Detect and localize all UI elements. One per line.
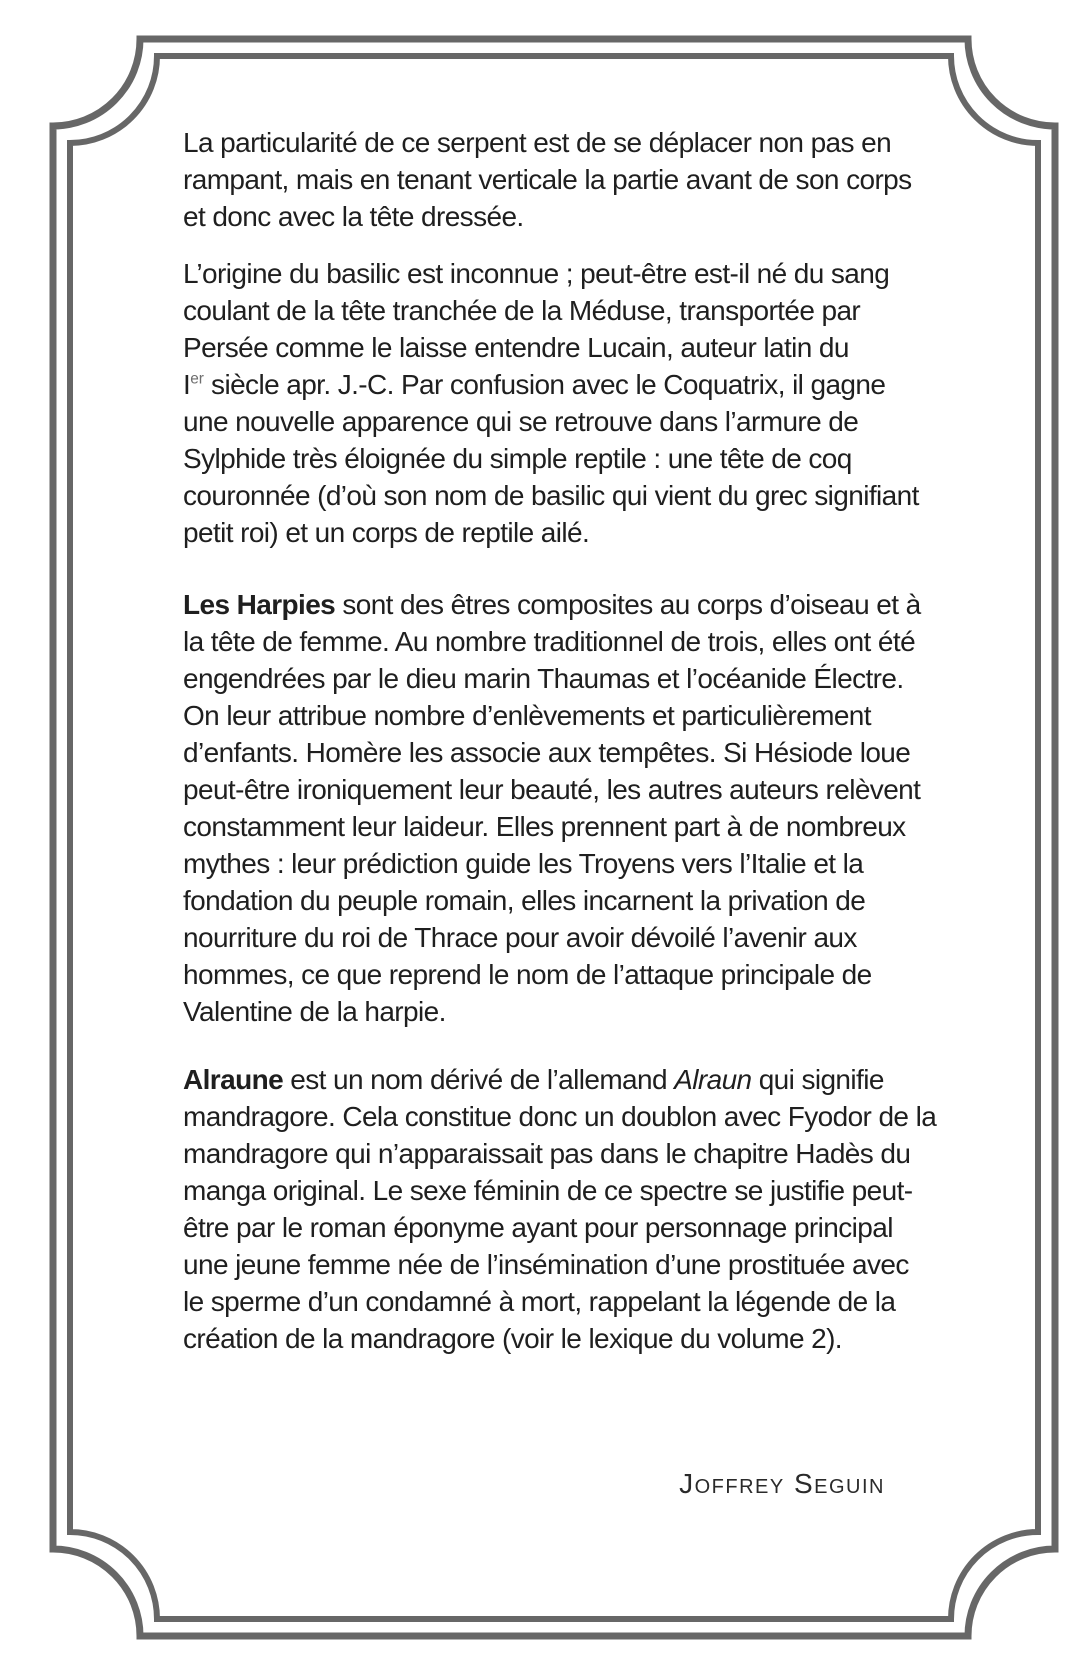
paragraph: [183, 1061, 937, 1357]
text-line: Les Harpies sont des êtres composites au corps d’oiseau et à: [183, 589, 921, 620]
text-line: la tête de femme. Au nombre traditionnel de trois, elles ont été: [183, 626, 916, 657]
text-line: petit roi) et un corps de reptile ailé.: [183, 517, 590, 548]
text-line: Sylphide très éloignée du simple reptile : une tête de coq: [183, 443, 852, 474]
text-line: coulant de la tête tranchée de la Méduse, transportée par: [183, 295, 861, 326]
author-signature: Joffrey Seguin: [679, 1468, 885, 1499]
text-line: Alraune est un nom dérivé de l’allemand Alraun qui signifie: [183, 1064, 884, 1095]
text-line: hommes, ce que reprend le nom de l’attaque principale de: [183, 959, 872, 990]
text-line: L’origine du basilic est inconnue ; peut-être est-il né du sang: [183, 258, 890, 289]
text-line: mandragore. Cela constitue donc un doublon avec Fyodor de la: [183, 1101, 937, 1132]
text-line: et donc avec la tête dressée.: [183, 201, 524, 232]
text-line: constamment leur laideur. Elles prennent part à de nombreux: [183, 811, 906, 842]
text-line: Ier siècle apr. J.-C. Par confusion avec le Coquatrix, il gagne: [183, 369, 886, 400]
paragraph: [183, 124, 931, 235]
paragraph: [183, 255, 931, 551]
text-line: une jeune femme née de l’insémination d’une prostituée avec: [183, 1249, 909, 1280]
text-line: engendrées par le dieu marin Thaumas et l’océanide Électre.: [183, 663, 904, 694]
paragraph: [183, 586, 931, 1030]
text-line: manga original. Le sexe féminin de ce spectre se justifie peut-: [183, 1175, 913, 1206]
text-line: Persée comme le laisse entendre Lucain, auteur latin du: [183, 332, 849, 363]
text-line: être par le roman éponyme ayant pour personnage principal: [183, 1212, 893, 1243]
text-line: nourriture du roi de Thrace pour avoir dévoilé l’avenir aux: [183, 922, 857, 953]
text-line: On leur attribue nombre d’enlèvements et particulièrement: [183, 700, 871, 731]
text-line: d’enfants. Homère les associe aux tempêtes. Si Hésiode loue: [183, 737, 911, 768]
lexicon-text: [183, 124, 937, 1357]
text-line: une nouvelle apparence qui se retrouve dans l’armure de: [183, 406, 859, 437]
text-line: rampant, mais en tenant verticale la partie avant de son corps: [183, 164, 912, 195]
text-line: couronnée (d’où son nom de basilic qui vient du grec signifiant: [183, 480, 919, 511]
text-line: peut-être ironiquement leur beauté, les autres auteurs relèvent: [183, 774, 921, 805]
text-line: fondation du peuple romain, elles incarnent la privation de: [183, 885, 866, 916]
text-line: mythes : leur prédiction guide les Troyens vers l’Italie et la: [183, 848, 864, 879]
text-line: mandragore qui n’apparaissait pas dans le chapitre Hadès du: [183, 1138, 911, 1169]
text-line: le sperme d’un condamné à mort, rappelant la légende de la: [183, 1286, 896, 1317]
text-line: Valentine de la harpie.: [183, 996, 446, 1027]
text-line: création de la mandragore (voir le lexique du volume 2).: [183, 1323, 842, 1354]
text-line: La particularité de ce serpent est de se déplacer non pas en: [183, 127, 892, 158]
